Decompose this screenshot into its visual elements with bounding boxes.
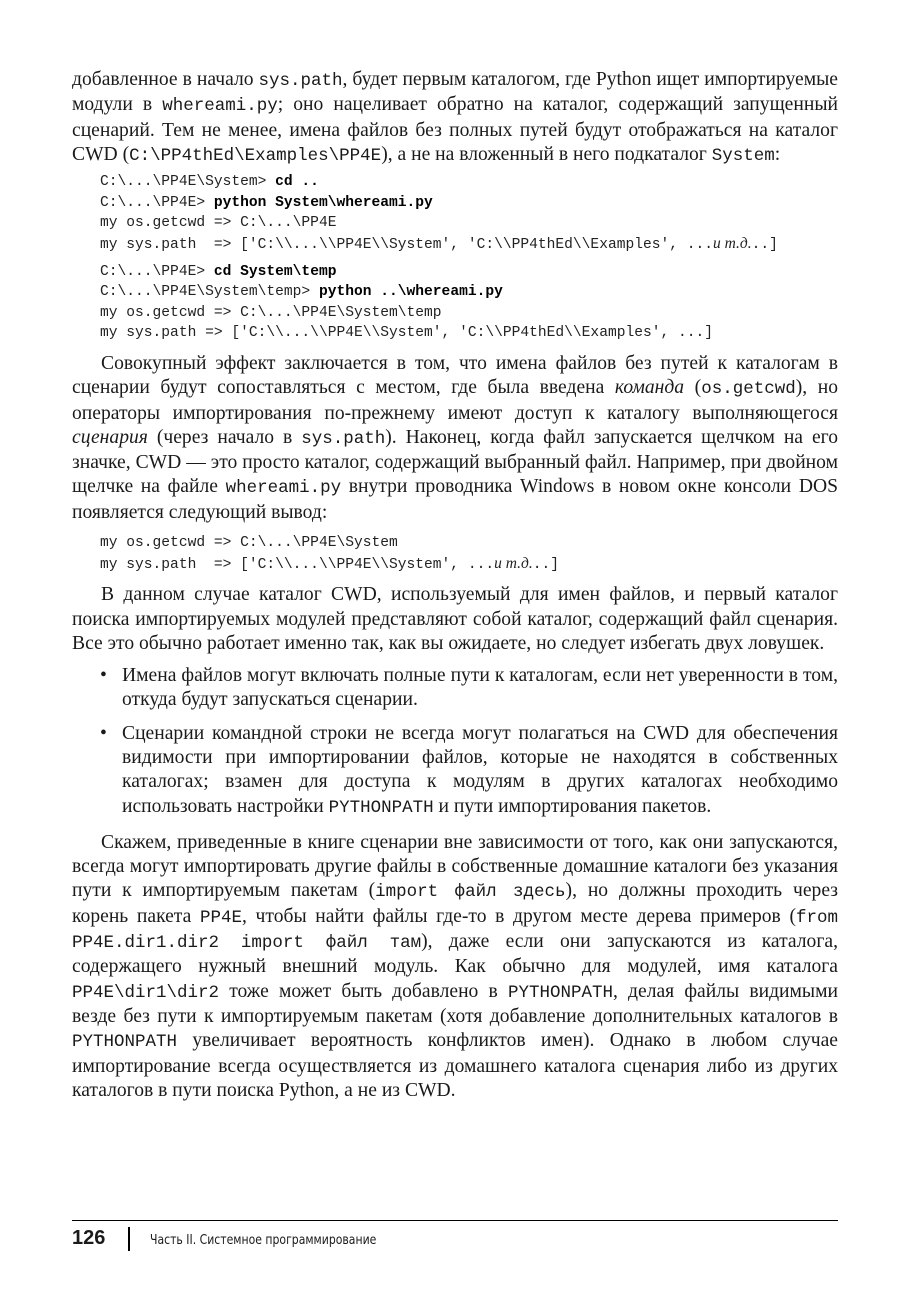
section-title: Часть II. Системное программирование	[150, 1232, 377, 1248]
bullet-list	[72, 664, 838, 820]
footer-divider	[128, 1227, 130, 1251]
code-block-2: C:\...\PP4E> cd System\temp C:\...\PP4E\System\temp> python ..\whereami.py my os.getcwd => C:\...\PP4E\System\temp my sys.path => ['C:\\...\\PP4E\\System', 'C:\\PP4thEd\\Examples', ...]	[100, 263, 714, 342]
page-body	[72, 68, 838, 1103]
page-number: 126	[72, 1227, 106, 1249]
code-block-1: C:\...\PP4E\System> cd .. C:\...\PP4E> python System\whereami.py my os.getcwd => C:\...\PP4E my sys.path => ['C:\\...\\PP4E\\System', 'C:\\PP4thEd\\Examples', ...и т.д...]	[100, 174, 778, 253]
bullet-icon: •	[100, 665, 107, 687]
list-item: • Сценарии командной строки не всегда могут полагаться на CWD для обеспечения видимости при импортировании файлов, которые не находятся в собственных каталогах; взамен для доступа к модулям в других каталогах необходимо использовать настройки PYTHONPATH и пути импортирования пакетов.	[100, 722, 838, 818]
bullet-icon: •	[100, 722, 107, 744]
code-block-3: my os.getcwd => C:\...\PP4E\System my sys.path => ['C:\\...\\PP4E\\System', ...и т.д...]	[100, 535, 559, 573]
paragraph-cwd: В данном случае каталог CWD, используемый для имен файлов, и первый каталог поиска импортируемых модулей представляют собой каталог, содержащий файл сценария. Все это обычно работает именно так, как вы ожидаете, но следует избегать двух ловушек.	[72, 584, 838, 654]
list-item: • Имена файлов могут включать полные пути к каталогам, если нет уверенности в том, откуда будут запускаться сценарии.	[100, 665, 838, 711]
paragraph-summary: Скажем, приведенные в книге сценарии вне зависимости от того, как они запускаются, всегда могут импортировать другие файлы в собственные домашние каталоги без указания пути к импортируемым пакетам (import файл здесь), но должны проходить через корень пакета PP4E, чтобы найти файлы где-то в другом месте дерева примеров (from PP4E.dir1.dir2 import файл там), даже если они запускаются из каталога, содержащего нужный внешний модуль. Как обычно для модулей, имя каталога PP4E\dir1\dir2 тоже может быть добавлено в PYTHONPATH, делая файлы видимыми везде без пути к импортируемым пакетам (хотя добавление дополнительных каталогов в PYTHONPATH увеличивает вероятность конфликтов имен). Однако в любом случае импортирование всегда осуществляется из домашнего каталога сценария либо из других каталогов в пути поиска Python, а не из CWD.	[72, 831, 838, 1101]
paragraph-intro: добавленное в начало sys.path, будет первым каталогом, где Python ищет импортируемые модули в whereami.py; оно нацеливает обратно на каталог, содержащий запущенный сценарий. Тем не менее, имена файлов без полных путей будут отображаться на каталог CWD (C:\PP4thEd\Examples\PP4E), а не на вложенный в него подкаталог System:	[72, 69, 838, 166]
paragraph-effect: Совокупный эффект заключается в том, что имена файлов без путей к каталогам в сценарии будут сопоставляться с местом, где была введена команда (os.getcwd), но операторы импортирования по-прежнему имеют доступ к каталогу выполняющегося сценария (через начало в sys.path). Наконец, когда файл запускается щелчком на его значке, CWD — это просто каталог, содержащий выбранный файл. Например, при двойном щелчке на файле whereami.py внутри проводника Windows в новом окне консоли DOS появляется следующий вывод:	[72, 352, 839, 523]
page-footer	[72, 1220, 838, 1249]
